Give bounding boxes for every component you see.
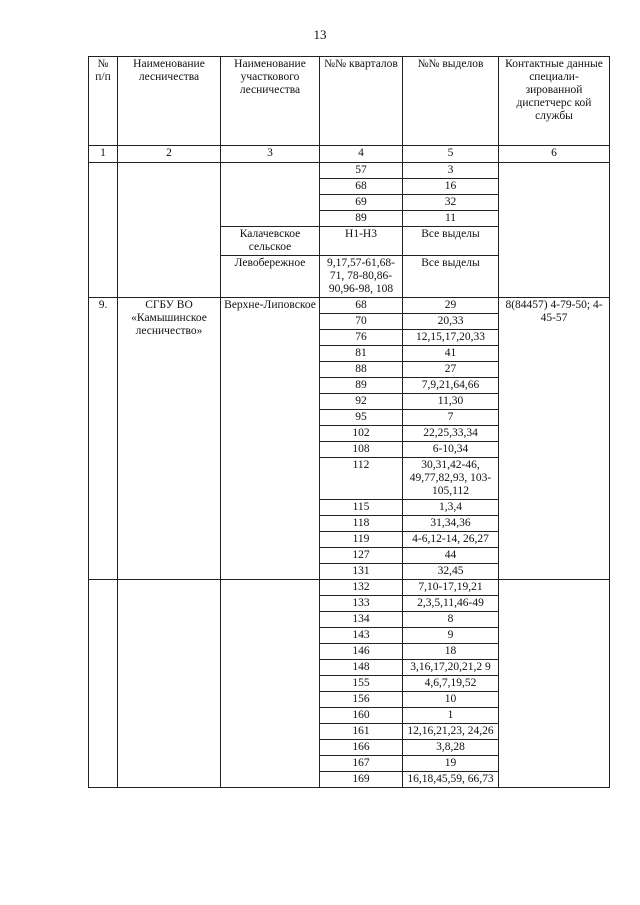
table-cell: 131 (320, 564, 403, 580)
table-cell: 7,10-17,19,21 (403, 580, 499, 596)
table-cell: 16,18,45,59, 66,73 (403, 772, 499, 788)
table-cell: 127 (320, 548, 403, 564)
table-cell: 89 (320, 378, 403, 394)
table-cell: 3 (403, 163, 499, 179)
empty-cell (221, 163, 320, 227)
table-cell: 112 (320, 458, 403, 500)
column-number: 6 (499, 146, 610, 163)
table-cell: 6-10,34 (403, 442, 499, 458)
table-cell: 143 (320, 628, 403, 644)
table-cell: 7 (403, 410, 499, 426)
empty-cell (499, 580, 610, 788)
table-cell: 134 (320, 612, 403, 628)
header-cell: Контактные данные специали-зированной диспетчерс кой службы (499, 57, 610, 146)
header-cell: Наименование лесничества (118, 57, 221, 146)
table-cell: 89 (320, 211, 403, 227)
table-cell: 95 (320, 410, 403, 426)
table-cell: 119 (320, 532, 403, 548)
table-cell: Н1-Н3 (320, 227, 403, 256)
table-cell: 156 (320, 692, 403, 708)
table-cell: 166 (320, 740, 403, 756)
table-cell: 27 (403, 362, 499, 378)
table-cell: 30,31,42-46, 49,77,82,93, 103-105,112 (403, 458, 499, 500)
column-number: 1 (89, 146, 118, 163)
table-cell: 81 (320, 346, 403, 362)
empty-cell (221, 580, 320, 788)
column-number: 5 (403, 146, 499, 163)
table-cell: 19 (403, 756, 499, 772)
table-cell: 70 (320, 314, 403, 330)
header-cell: № п/п (89, 57, 118, 146)
table-cell: 10 (403, 692, 499, 708)
table-cell: 9,17,57-61,68-71, 78-80,86-90,96-98, 108 (320, 256, 403, 298)
table-cell: 88 (320, 362, 403, 378)
table-cell: Все выделы (403, 256, 499, 298)
table-cell: 11,30 (403, 394, 499, 410)
document-table (88, 56, 610, 788)
table-cell: 3,8,28 (403, 740, 499, 756)
table-cell: 146 (320, 644, 403, 660)
table-cell: 3,16,17,20,21,2 9 (403, 660, 499, 676)
table-cell: 4-6,12-14, 26,27 (403, 532, 499, 548)
table-cell: 29 (403, 298, 499, 314)
table-cell: 167 (320, 756, 403, 772)
table-cell: 1,3,4 (403, 500, 499, 516)
table-cell: 155 (320, 676, 403, 692)
table-cell: 18 (403, 644, 499, 660)
table-cell: 12,15,17,20,33 (403, 330, 499, 346)
table-cell: 118 (320, 516, 403, 532)
table-cell: Все выделы (403, 227, 499, 256)
table-cell: 32 (403, 195, 499, 211)
group-a (89, 163, 610, 298)
empty-cell (118, 580, 221, 788)
column-number: 3 (221, 146, 320, 163)
empty-cell (89, 163, 118, 298)
header-cell: №№ кварталов (320, 57, 403, 146)
group-b (89, 298, 610, 580)
table-cell: 57 (320, 163, 403, 179)
table-row (89, 298, 610, 314)
column-number: 2 (118, 146, 221, 163)
table-cell: 68 (320, 298, 403, 314)
table-cell: 115 (320, 500, 403, 516)
table-cell: Левобережное (221, 256, 320, 298)
table-cell: 8(84457) 4-79-50; 4-45-57 (499, 298, 610, 580)
table-cell: 12,16,21,23, 24,26 (403, 724, 499, 740)
empty-cell (118, 163, 221, 298)
header-cell: Наименование участкового лесничества (221, 57, 320, 146)
column-number: 4 (320, 146, 403, 163)
table-cell: 132 (320, 580, 403, 596)
table-cell: 69 (320, 195, 403, 211)
header-row (89, 57, 610, 146)
empty-cell (89, 580, 118, 788)
table-cell: 44 (403, 548, 499, 564)
table-cell: 161 (320, 724, 403, 740)
header-cell: №№ выделов (403, 57, 499, 146)
table-cell: 68 (320, 179, 403, 195)
table-cell: 11 (403, 211, 499, 227)
group-c (89, 580, 610, 788)
table-cell: 2,3,5,11,46-49 (403, 596, 499, 612)
table-cell: 148 (320, 660, 403, 676)
table-cell: 7,9,21,64,66 (403, 378, 499, 394)
table-cell: 169 (320, 772, 403, 788)
table-cell: 41 (403, 346, 499, 362)
table-cell: 32,45 (403, 564, 499, 580)
empty-cell (499, 163, 610, 298)
table-cell: Калачевское сельское (221, 227, 320, 256)
table-cell: 92 (320, 394, 403, 410)
table-cell: 16 (403, 179, 499, 195)
table-cell: 108 (320, 442, 403, 458)
table-cell: 133 (320, 596, 403, 612)
table-cell: 160 (320, 708, 403, 724)
table-cell: Верхне-Липовское (221, 298, 320, 580)
table-cell: 31,34,36 (403, 516, 499, 532)
table-cell: 22,25,33,34 (403, 426, 499, 442)
table-cell: 102 (320, 426, 403, 442)
table-cell: 20,33 (403, 314, 499, 330)
table-cell: 9. (89, 298, 118, 580)
table-cell: 4,6,7,19,52 (403, 676, 499, 692)
table-cell: 76 (320, 330, 403, 346)
column-number-row (89, 146, 610, 163)
table-row (89, 580, 610, 596)
table-cell: 8 (403, 612, 499, 628)
page-number: 13 (313, 27, 327, 42)
table-cell: 1 (403, 708, 499, 724)
table-cell: СГБУ ВО «Камышинское лесничество» (118, 298, 221, 580)
table-row (89, 163, 610, 179)
table-cell: 9 (403, 628, 499, 644)
